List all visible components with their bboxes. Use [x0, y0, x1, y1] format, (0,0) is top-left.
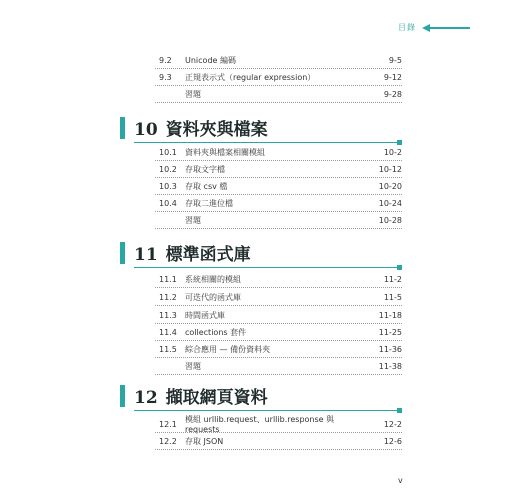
- entry-number: 10.2: [159, 164, 177, 174]
- toc-entry-10-2[interactable]: [155, 160, 402, 178]
- entry-number: 12.2: [159, 436, 177, 446]
- toc-entry-12-2[interactable]: [155, 432, 402, 450]
- chapter-12-heading[interactable]: [120, 380, 402, 414]
- entry-title: 習題: [185, 361, 201, 371]
- entry-page: 9-5: [388, 55, 402, 65]
- entry-number: 10.1: [159, 147, 177, 157]
- entry-page: 10-28: [378, 215, 402, 225]
- chapter-10-heading[interactable]: [120, 112, 402, 146]
- chapter-rule: [134, 267, 398, 268]
- entry-page: 10-20: [378, 181, 402, 191]
- toc-nav-label[interactable]: 目錄: [398, 23, 416, 32]
- entry-title: 存取文字檔: [185, 164, 225, 174]
- entry-number: 11.2: [159, 292, 177, 302]
- entry-number: 11.3: [159, 310, 177, 320]
- toc-entry-11-5[interactable]: [155, 340, 402, 358]
- entry-title: 習題: [185, 89, 201, 99]
- entry-page: 9-28: [383, 89, 402, 99]
- entry-title: 綜合應用 — 備份資料夾: [185, 344, 271, 354]
- chapter-rule-end: [397, 408, 402, 413]
- arrow-left-icon[interactable]: [422, 24, 470, 32]
- toc-nav[interactable]: [398, 22, 470, 33]
- entry-page: 11-36: [378, 344, 402, 354]
- entry-page: 10-12: [378, 164, 402, 174]
- toc-entry-10-3[interactable]: [155, 177, 402, 195]
- toc-entry-10-exercises[interactable]: [155, 211, 402, 229]
- toc-entry-11-3[interactable]: [155, 306, 402, 324]
- entry-title: 可迭代的函式庫: [185, 292, 241, 302]
- entry-page: 11-38: [378, 361, 402, 371]
- entry-number: 12.1: [159, 419, 177, 429]
- entry-title: 習題: [185, 215, 201, 225]
- chapter-number: 10: [134, 120, 158, 140]
- entry-page: 11-18: [378, 310, 402, 320]
- chapter-number: 11: [134, 245, 158, 265]
- chapter-name: 擷取網頁資料: [165, 388, 268, 408]
- entry-page: 12-6: [383, 436, 402, 446]
- chapter-name: 標準函式庫: [165, 245, 251, 265]
- entry-title: Unicode 編碼: [185, 55, 236, 65]
- chapter-name: 資料夾與檔案: [165, 120, 268, 140]
- entry-title: 正規表示式（regular expression）: [185, 72, 316, 82]
- entry-title: 時間函式庫: [185, 310, 225, 320]
- entry-page: 10-24: [378, 198, 402, 208]
- toc-entry-10-4[interactable]: [155, 194, 402, 212]
- toc-entry-9-2[interactable]: [155, 51, 402, 69]
- toc-entry-11-4[interactable]: [155, 323, 402, 341]
- chapter-rule: [134, 410, 398, 411]
- toc-entry-9-exercises[interactable]: [155, 85, 402, 103]
- entry-number: 10.3: [159, 181, 177, 191]
- chapter-title: [134, 240, 251, 265]
- chapter-marker: [120, 117, 125, 139]
- entry-title: 存取二進位檔: [185, 198, 233, 208]
- entry-page: 11-2: [383, 274, 402, 284]
- entry-title: 存取 csv 檔: [185, 181, 228, 191]
- entry-page: 11-5: [383, 292, 402, 302]
- chapter-marker: [120, 385, 125, 407]
- entry-number: 9.3: [159, 72, 172, 82]
- entry-page: 10-2: [383, 147, 402, 157]
- chapter-marker: [120, 242, 125, 264]
- entry-number: 11.1: [159, 274, 177, 284]
- toc-entry-11-1[interactable]: [155, 270, 402, 288]
- entry-page: 9-12: [383, 72, 402, 82]
- entry-title: 系統相關的模組: [185, 274, 241, 284]
- entry-title: 存取 JSON: [185, 436, 224, 446]
- chapter-11-heading[interactable]: [120, 237, 402, 271]
- entry-number: 9.2: [159, 55, 172, 65]
- toc-entry-9-3[interactable]: [155, 68, 402, 86]
- entry-title: collections 套件: [185, 327, 247, 337]
- entry-title: 模組 urllib.request、urllib.response 與 requests: [185, 415, 335, 434]
- entry-number: 11.4: [159, 327, 177, 337]
- chapter-title: [134, 383, 268, 408]
- chapter-number: 12: [134, 388, 158, 408]
- toc-entry-10-1[interactable]: [155, 143, 402, 161]
- entry-number: 10.4: [159, 198, 177, 208]
- toc-entry-11-exercises[interactable]: [155, 357, 402, 375]
- entry-page: 11-25: [378, 327, 402, 337]
- entry-title: 資料夾與檔案相關模組: [185, 147, 265, 157]
- chapter-title: [134, 115, 268, 140]
- toc-entry-11-2[interactable]: [155, 288, 402, 306]
- entry-page: 12-2: [383, 419, 402, 429]
- page-folio: v: [398, 476, 403, 485]
- entry-number: 11.5: [159, 344, 177, 354]
- toc-entry-12-1[interactable]: [155, 415, 402, 433]
